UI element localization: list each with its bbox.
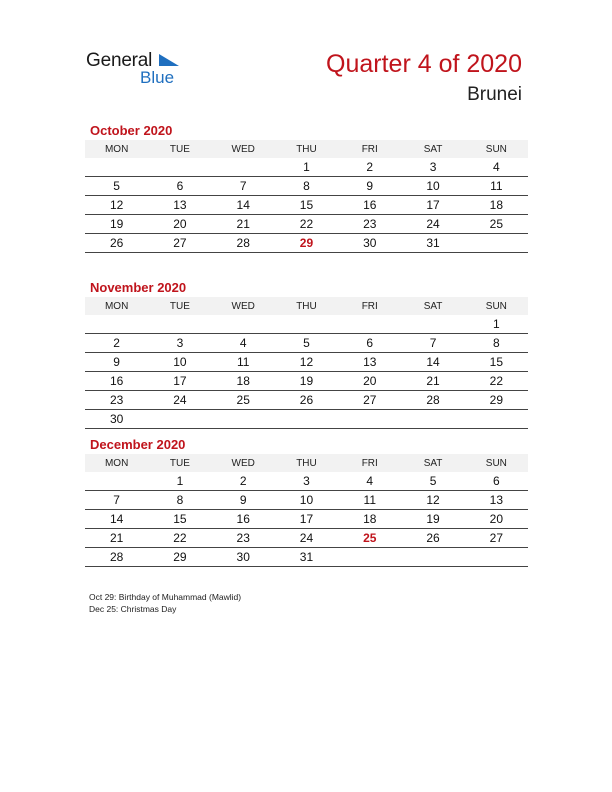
day-cell: 14 bbox=[212, 196, 275, 215]
holiday-note: Oct 29: Birthday of Muhammad (Mawlid) bbox=[89, 592, 242, 602]
week-row bbox=[85, 315, 528, 334]
month-title: December 2020 bbox=[90, 437, 186, 452]
day-cell: 21 bbox=[212, 215, 275, 234]
day-cell: 20 bbox=[465, 510, 528, 529]
day-cell: 3 bbox=[275, 472, 338, 491]
weekday-label: THU bbox=[275, 297, 338, 315]
empty-day-cell bbox=[85, 315, 148, 334]
day-cell: 22 bbox=[148, 529, 211, 548]
month-december bbox=[85, 436, 528, 567]
day-cell: 15 bbox=[465, 353, 528, 372]
week-row bbox=[85, 196, 528, 215]
day-cell: 1 bbox=[275, 158, 338, 177]
day-cell: 17 bbox=[275, 510, 338, 529]
logo-text-blue: Blue bbox=[140, 68, 175, 87]
day-cell: 22 bbox=[465, 372, 528, 391]
week-row bbox=[85, 353, 528, 372]
day-cell: 30 bbox=[338, 234, 401, 253]
day-cell: 2 bbox=[85, 334, 148, 353]
week-row bbox=[85, 529, 528, 548]
day-cell: 31 bbox=[401, 234, 464, 253]
day-cell: 13 bbox=[338, 353, 401, 372]
empty-day-cell bbox=[85, 472, 148, 491]
day-cell: 25 bbox=[212, 391, 275, 410]
day-cell: 28 bbox=[85, 548, 148, 567]
day-cell: 19 bbox=[401, 510, 464, 529]
weekday-label: WED bbox=[212, 140, 275, 158]
empty-day-cell bbox=[401, 410, 464, 429]
day-cell: 2 bbox=[338, 158, 401, 177]
empty-day-cell bbox=[85, 158, 148, 177]
day-cell: 12 bbox=[401, 491, 464, 510]
day-cell: 23 bbox=[338, 215, 401, 234]
day-cell: 24 bbox=[401, 215, 464, 234]
day-cell: 1 bbox=[465, 315, 528, 334]
empty-day-cell bbox=[148, 315, 211, 334]
day-cell: 27 bbox=[465, 529, 528, 548]
day-cell: 12 bbox=[275, 353, 338, 372]
month-title: November 2020 bbox=[90, 280, 187, 295]
empty-day-cell bbox=[401, 548, 464, 567]
day-cell: 11 bbox=[338, 491, 401, 510]
month-october bbox=[85, 122, 528, 253]
day-cell: 23 bbox=[85, 391, 148, 410]
day-cell: 28 bbox=[401, 391, 464, 410]
day-cell: 13 bbox=[465, 491, 528, 510]
day-cell: 4 bbox=[465, 158, 528, 177]
day-cell: 19 bbox=[85, 215, 148, 234]
weekday-label: SUN bbox=[465, 297, 528, 315]
day-cell: 29 bbox=[465, 391, 528, 410]
day-cell: 1 bbox=[148, 472, 211, 491]
week-row bbox=[85, 410, 528, 429]
week-row bbox=[85, 372, 528, 391]
day-cell: 14 bbox=[401, 353, 464, 372]
weekday-label: FRI bbox=[338, 297, 401, 315]
day-cell: 7 bbox=[212, 177, 275, 196]
week-row bbox=[85, 177, 528, 196]
empty-day-cell bbox=[401, 315, 464, 334]
weekday-label: SUN bbox=[465, 454, 528, 472]
calendar-grid bbox=[85, 140, 528, 253]
empty-day-cell bbox=[338, 548, 401, 567]
day-cell: 10 bbox=[401, 177, 464, 196]
day-cell: 19 bbox=[275, 372, 338, 391]
day-cell: 18 bbox=[212, 372, 275, 391]
weekday-label: WED bbox=[212, 297, 275, 315]
day-cell: 24 bbox=[148, 391, 211, 410]
day-cell: 30 bbox=[212, 548, 275, 567]
weekday-label: SAT bbox=[401, 297, 464, 315]
day-cell: 6 bbox=[148, 177, 211, 196]
day-cell: 18 bbox=[338, 510, 401, 529]
day-cell: 28 bbox=[212, 234, 275, 253]
weekday-label: WED bbox=[212, 454, 275, 472]
day-cell: 26 bbox=[401, 529, 464, 548]
weekday-label: MON bbox=[85, 297, 148, 315]
weekday-header-row bbox=[85, 140, 528, 158]
day-cell: 26 bbox=[275, 391, 338, 410]
empty-day-cell bbox=[148, 158, 211, 177]
week-row bbox=[85, 472, 528, 491]
holiday-notes bbox=[89, 591, 241, 615]
day-cell: 13 bbox=[148, 196, 211, 215]
day-cell: 23 bbox=[212, 529, 275, 548]
day-cell: 30 bbox=[85, 410, 148, 429]
day-cell: 16 bbox=[212, 510, 275, 529]
day-cell: 7 bbox=[85, 491, 148, 510]
day-cell: 4 bbox=[338, 472, 401, 491]
day-cell: 20 bbox=[148, 215, 211, 234]
empty-day-cell bbox=[275, 315, 338, 334]
day-cell: 15 bbox=[275, 196, 338, 215]
weekday-label: SAT bbox=[401, 140, 464, 158]
day-cell: 21 bbox=[85, 529, 148, 548]
day-cell: 29 bbox=[148, 548, 211, 567]
weekday-label: FRI bbox=[338, 140, 401, 158]
day-cell: 6 bbox=[338, 334, 401, 353]
empty-day-cell bbox=[465, 410, 528, 429]
week-row bbox=[85, 234, 528, 253]
week-row bbox=[85, 548, 528, 567]
week-row bbox=[85, 158, 528, 177]
weekday-label: TUE bbox=[148, 140, 211, 158]
day-cell: 5 bbox=[401, 472, 464, 491]
empty-day-cell bbox=[465, 234, 528, 253]
calendar-grid bbox=[85, 454, 528, 567]
empty-day-cell bbox=[275, 410, 338, 429]
day-cell: 31 bbox=[275, 548, 338, 567]
day-cell: 9 bbox=[212, 491, 275, 510]
weekday-label: TUE bbox=[148, 454, 211, 472]
holiday-note: Dec 25: Christmas Day bbox=[89, 604, 177, 614]
empty-day-cell bbox=[148, 410, 211, 429]
logo-triangle-icon bbox=[159, 54, 179, 66]
empty-day-cell bbox=[212, 315, 275, 334]
empty-day-cell bbox=[212, 158, 275, 177]
day-cell: 14 bbox=[85, 510, 148, 529]
day-cell: 24 bbox=[275, 529, 338, 548]
day-cell: 6 bbox=[465, 472, 528, 491]
day-cell: 27 bbox=[338, 391, 401, 410]
week-row bbox=[85, 491, 528, 510]
weekday-label: SUN bbox=[465, 140, 528, 158]
weekday-label: THU bbox=[275, 140, 338, 158]
week-row bbox=[85, 510, 528, 529]
day-cell: 20 bbox=[338, 372, 401, 391]
day-cell: 8 bbox=[275, 177, 338, 196]
day-cell: 25 bbox=[338, 529, 401, 548]
month-november bbox=[85, 279, 528, 429]
empty-day-cell bbox=[465, 548, 528, 567]
day-cell: 8 bbox=[465, 334, 528, 353]
day-cell: 29 bbox=[275, 234, 338, 253]
day-cell: 8 bbox=[148, 491, 211, 510]
weekday-label: MON bbox=[85, 454, 148, 472]
month-title: October 2020 bbox=[90, 123, 173, 138]
weekday-label: FRI bbox=[338, 454, 401, 472]
day-cell: 16 bbox=[85, 372, 148, 391]
day-cell: 9 bbox=[85, 353, 148, 372]
empty-day-cell bbox=[338, 315, 401, 334]
logo-text-general: General bbox=[86, 50, 153, 71]
page-title: Quarter 4 of 2020 bbox=[326, 50, 522, 78]
day-cell: 18 bbox=[465, 196, 528, 215]
day-cell: 11 bbox=[212, 353, 275, 372]
day-cell: 7 bbox=[401, 334, 464, 353]
empty-day-cell bbox=[212, 410, 275, 429]
day-cell: 2 bbox=[212, 472, 275, 491]
day-cell: 15 bbox=[148, 510, 211, 529]
day-cell: 22 bbox=[275, 215, 338, 234]
day-cell: 27 bbox=[148, 234, 211, 253]
day-cell: 26 bbox=[85, 234, 148, 253]
logo bbox=[86, 50, 196, 90]
day-cell: 5 bbox=[275, 334, 338, 353]
weekday-label: TUE bbox=[148, 297, 211, 315]
weekday-label: THU bbox=[275, 454, 338, 472]
day-cell: 10 bbox=[275, 491, 338, 510]
day-cell: 17 bbox=[401, 196, 464, 215]
day-cell: 11 bbox=[465, 177, 528, 196]
week-row bbox=[85, 215, 528, 234]
day-cell: 16 bbox=[338, 196, 401, 215]
day-cell: 4 bbox=[212, 334, 275, 353]
day-cell: 17 bbox=[148, 372, 211, 391]
day-cell: 5 bbox=[85, 177, 148, 196]
day-cell: 10 bbox=[148, 353, 211, 372]
day-cell: 12 bbox=[85, 196, 148, 215]
country-name: Brunei bbox=[467, 84, 522, 105]
weekday-label: SAT bbox=[401, 454, 464, 472]
weekday-header-row bbox=[85, 297, 528, 315]
weekday-header-row bbox=[85, 454, 528, 472]
day-cell: 21 bbox=[401, 372, 464, 391]
day-cell: 25 bbox=[465, 215, 528, 234]
empty-day-cell bbox=[338, 410, 401, 429]
day-cell: 9 bbox=[338, 177, 401, 196]
week-row bbox=[85, 334, 528, 353]
day-cell: 3 bbox=[148, 334, 211, 353]
calendar-grid bbox=[85, 297, 528, 429]
weekday-label: MON bbox=[85, 140, 148, 158]
week-row bbox=[85, 391, 528, 410]
day-cell: 3 bbox=[401, 158, 464, 177]
